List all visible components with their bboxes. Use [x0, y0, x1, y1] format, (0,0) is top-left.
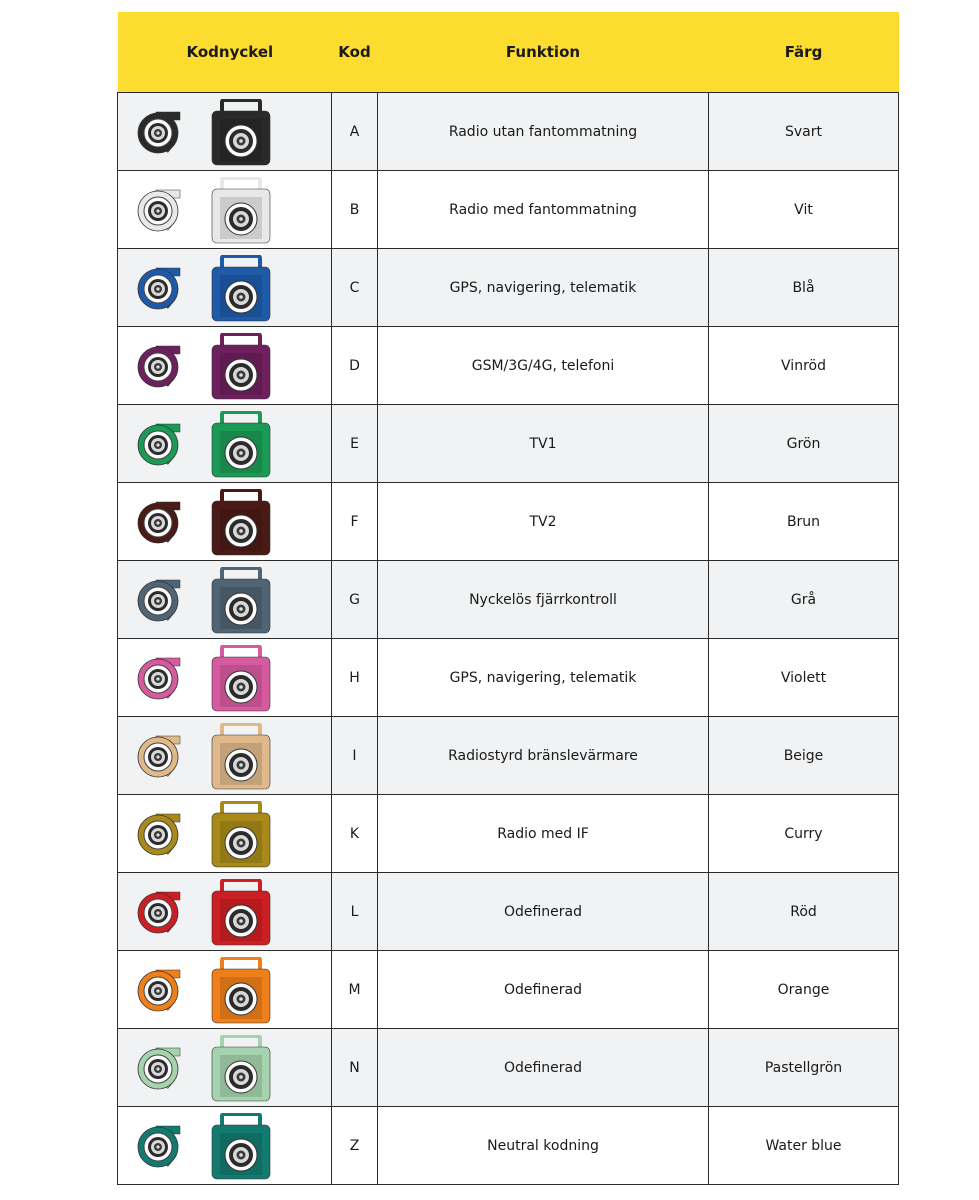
connector-pair — [118, 639, 331, 716]
color-cell: Vit — [709, 171, 899, 249]
table-row — [118, 405, 899, 483]
key-cell — [118, 795, 332, 873]
connector-beige-round-icon — [134, 731, 184, 781]
key-cell — [118, 1107, 332, 1185]
connector-white-square-icon — [210, 177, 272, 245]
connector-pair — [118, 171, 331, 248]
connector-bordeaux-round-icon — [134, 341, 184, 391]
color-cell: Röd — [709, 873, 899, 951]
code-cell: G — [332, 561, 378, 639]
code-key-table — [117, 12, 899, 1185]
connector-curry-round-icon — [134, 809, 184, 859]
table-row — [118, 795, 899, 873]
color-cell: Vinröd — [709, 327, 899, 405]
connector-brown-round-icon — [134, 497, 184, 547]
table-row — [118, 327, 899, 405]
code-key-table-container — [117, 12, 898, 1185]
color-cell: Grön — [709, 405, 899, 483]
table-row — [118, 639, 899, 717]
code-cell: F — [332, 483, 378, 561]
code-cell: I — [332, 717, 378, 795]
key-cell — [118, 327, 332, 405]
code-cell: Z — [332, 1107, 378, 1185]
connector-pair — [118, 249, 331, 326]
connector-water-blue-round-icon — [134, 1121, 184, 1171]
key-cell — [118, 483, 332, 561]
function-cell: Odefinerad — [378, 873, 709, 951]
key-cell — [118, 561, 332, 639]
color-cell: Blå — [709, 249, 899, 327]
key-cell — [118, 405, 332, 483]
connector-beige-square-icon — [210, 723, 272, 791]
connector-white-round-icon — [134, 185, 184, 235]
table-row — [118, 93, 899, 171]
function-cell: GSM/3G/4G, telefoni — [378, 327, 709, 405]
connector-pair — [118, 795, 331, 872]
connector-blue-round-icon — [134, 263, 184, 313]
code-cell: K — [332, 795, 378, 873]
code-cell: B — [332, 171, 378, 249]
connector-pair — [118, 1029, 331, 1106]
function-cell: Radiostyrd bränslevärmare — [378, 717, 709, 795]
key-cell — [118, 249, 332, 327]
connector-red-round-icon — [134, 887, 184, 937]
connector-curry-square-icon — [210, 801, 272, 869]
connector-brown-square-icon — [210, 489, 272, 557]
color-cell: Orange — [709, 951, 899, 1029]
code-cell: A — [332, 93, 378, 171]
table-row — [118, 561, 899, 639]
function-cell: Radio med IF — [378, 795, 709, 873]
function-cell: Radio med fantommatning — [378, 171, 709, 249]
connector-pair — [118, 951, 331, 1028]
color-cell: Grå — [709, 561, 899, 639]
code-cell: D — [332, 327, 378, 405]
connector-bordeaux-square-icon — [210, 333, 272, 401]
table-row — [118, 1029, 899, 1107]
function-cell: TV1 — [378, 405, 709, 483]
table-row — [118, 717, 899, 795]
code-cell: H — [332, 639, 378, 717]
connector-pastel-green-square-icon — [210, 1035, 272, 1103]
key-cell — [118, 873, 332, 951]
connector-blue-square-icon — [210, 255, 272, 323]
connector-pair — [118, 1107, 331, 1184]
key-cell — [118, 1029, 332, 1107]
connector-orange-square-icon — [210, 957, 272, 1025]
connector-pair — [118, 561, 331, 638]
function-cell: Neutral kodning — [378, 1107, 709, 1185]
key-cell — [118, 93, 332, 171]
connector-grey-round-icon — [134, 575, 184, 625]
connector-black-round-icon — [134, 107, 184, 157]
connector-green-round-icon — [134, 419, 184, 469]
connector-pair — [118, 873, 331, 950]
color-cell: Brun — [709, 483, 899, 561]
key-cell — [118, 639, 332, 717]
header-function: Funktion — [378, 12, 709, 93]
connector-orange-round-icon — [134, 965, 184, 1015]
connector-green-square-icon — [210, 411, 272, 479]
function-cell: Odefinerad — [378, 951, 709, 1029]
connector-violet-round-icon — [134, 653, 184, 703]
table-row — [118, 873, 899, 951]
key-cell — [118, 717, 332, 795]
connector-black-square-icon — [210, 99, 272, 167]
key-cell — [118, 951, 332, 1029]
function-cell: Radio utan fantommatning — [378, 93, 709, 171]
table-row — [118, 483, 899, 561]
connector-pair — [118, 327, 331, 404]
header-code: Kod — [332, 12, 378, 93]
color-cell: Curry — [709, 795, 899, 873]
table-row — [118, 1107, 899, 1185]
table-header-row — [118, 12, 899, 93]
connector-pair — [118, 483, 331, 560]
connector-pair — [118, 717, 331, 794]
function-cell: Nyckelös fjärrkontroll — [378, 561, 709, 639]
table-body — [118, 93, 899, 1185]
connector-water-blue-square-icon — [210, 1113, 272, 1181]
function-cell: GPS, navigering, telematik — [378, 639, 709, 717]
table-row — [118, 249, 899, 327]
table-row — [118, 171, 899, 249]
color-cell: Water blue — [709, 1107, 899, 1185]
header-color: Färg — [709, 12, 899, 93]
connector-red-square-icon — [210, 879, 272, 947]
function-cell: GPS, navigering, telematik — [378, 249, 709, 327]
connector-grey-square-icon — [210, 567, 272, 635]
connector-violet-square-icon — [210, 645, 272, 713]
code-cell: E — [332, 405, 378, 483]
connector-pastel-green-round-icon — [134, 1043, 184, 1093]
code-cell: N — [332, 1029, 378, 1107]
connector-pair — [118, 405, 331, 482]
code-cell: C — [332, 249, 378, 327]
function-cell: Odefinerad — [378, 1029, 709, 1107]
table-row — [118, 951, 899, 1029]
color-cell: Pastellgrön — [709, 1029, 899, 1107]
function-cell: TV2 — [378, 483, 709, 561]
key-cell — [118, 171, 332, 249]
color-cell: Svart — [709, 93, 899, 171]
code-cell: L — [332, 873, 378, 951]
connector-pair — [118, 93, 331, 170]
header-key: Kodnyckel — [118, 12, 332, 93]
code-cell: M — [332, 951, 378, 1029]
color-cell: Violett — [709, 639, 899, 717]
color-cell: Beige — [709, 717, 899, 795]
